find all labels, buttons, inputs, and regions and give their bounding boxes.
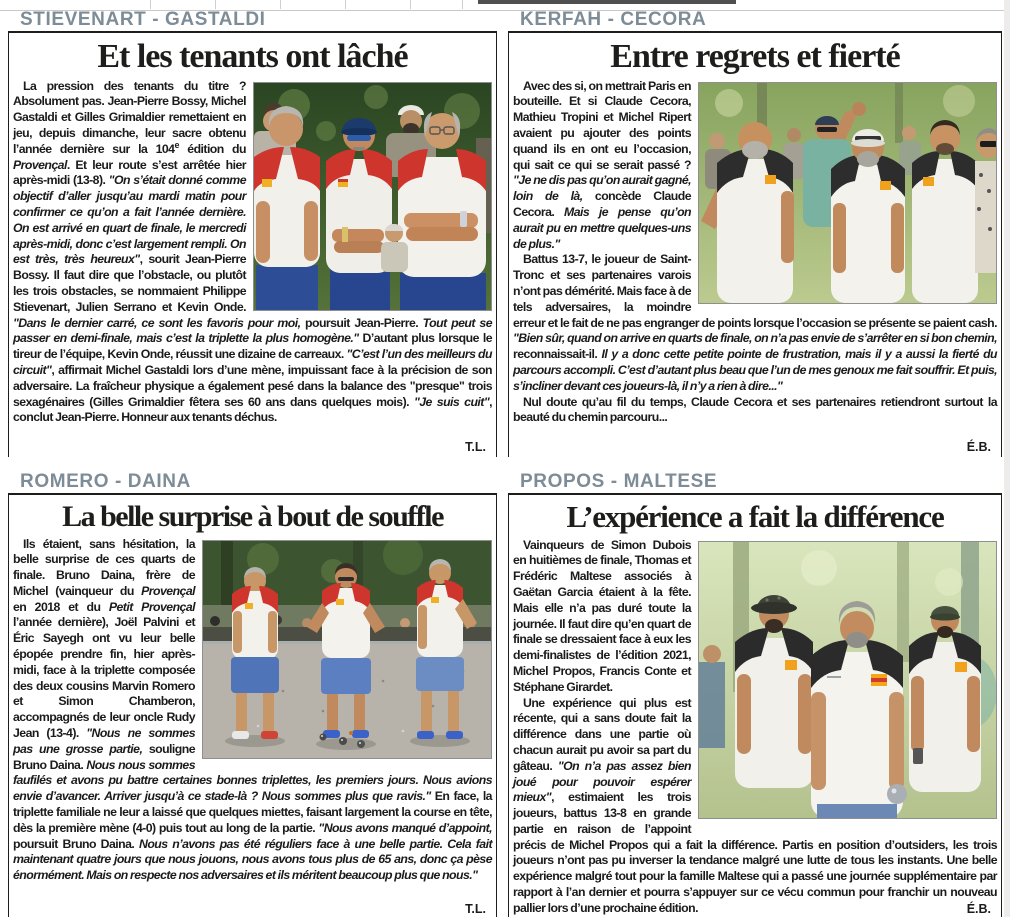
article-body <box>13 537 492 885</box>
body-paragraph: Battus 13-7, le joueur de Saint-Tronc et ses partenaires varois n’ont pas démérité. Mais face à de tels adversaires, la moindre erreur et le fait de ne pas engranger de points lorsque l’occasion se présente se paient cash. "Bien sûr, quand on arrive en quarts de finale, on n’a pas envie de s’arrêter en si bon chemin, reconnaissait-il. Il y a donc cette petite pointe de frustration, mais il y a aussi la fierté du parcours accompli. C’est d’autant plus beau que l’un de mes genoux me fait souffrir. Et puis, s’incliner devant ces joueurs-là, il n’y a rien à dire..." <box>513 252 997 393</box>
article-kerfah-cecora <box>508 9 1002 457</box>
photo-petanque-terrain <box>202 540 492 759</box>
article-propos-maltese <box>508 471 1002 917</box>
author-initials: É.B. <box>959 902 991 916</box>
article-romero-daina <box>8 471 497 917</box>
photo-players-black-white <box>698 82 997 304</box>
article-stievenart-gastaldi <box>8 9 497 457</box>
article-body <box>513 538 997 917</box>
article-headline: La belle surprise à bout de souffle <box>62 500 443 533</box>
column-tick <box>410 0 411 9</box>
author-initials: É.B. <box>959 440 991 454</box>
article-box <box>508 31 1002 457</box>
article-box <box>8 31 497 457</box>
section-kicker: KERFAH - CECORA <box>520 9 707 30</box>
column-tick <box>150 0 151 9</box>
body-paragraph: La pression des tenants du titre ? Absolument pas. Jean-Pierre Bossy, Michel Gastaldi et Gilles Grimaldier remettaient en jeu, depuis dimanche, leur sacre obtenu l’année dernière sur la 104e édition du Provençal. Et leur route s’est arrêtée hier après-midi (13-8). "On s’était donné comme objectif d’aller jusqu’au mardi matin pour confirmer ce qu’on a fait l’année dernière. On est arrivé en quart de finale, le mercredi après-midi, donc c’est largement rempli. On est très, très heureux", sourit Jean-Pierre Bossy. Il faut dire que l’obstacle, ou plutôt les trois obstacles, se nommaient Philippe Stievenart, Julien Serrano et Kevin Onde. "Dans le dernier carré, ce sont les favoris pour moi, poursuit Jean-Pierre. Tout peut se passer en demi-finale, mais c’est la triplette la plus homogène." D’autant plus lorsque le tireur de l’équipe, Kevin Onde, réussit une dizaine de carreaux. "C’est l’un des meilleurs du circuit", affirmait Michel Gastaldi lors d’une mène, impuissant face à la précision de son adversaire. La fraîcheur physique a également pesé dans la balance des "presque" trois sexagénaires (Gilles Grimaldier fêtera ses 60 ans dans quelques mois). "Je suis cuit", conclut Jean-Pierre. Honneur aux tenants déchus. <box>13 78 493 425</box>
body-paragraph: Vainqueurs de Simon Dubois en huitièmes de finale, Thomas et Frédéric Maltese associés à Gaëtan Garcia étaient à la fête. Mais elle n’a pas duré toute la journée. Il faut dire qu’en quart de finale se dressaient face à eux les demi-finalistes de l’édition 2021, Michel Propos, Francis Conte et Stéphane Girardet. <box>513 537 691 694</box>
body-paragraph: Une expérience qui plus est récente, qui a sans doute fait la différence dans une partie où chacun aurait pu avoir sa part du gâteau. "On n’a pas assez bien joué pour pouvoir espérer mieux", estimaient les trois joueurs, battus 13-8 en grande partie en raison de l’appoint précis de Michel Propos qui a fait la différence. Partis en position d’outsiders, les trois joueurs n’ont pas pu inverser la tendance malgré une lutte de tous les instants. Une belle expérience malgré tout pour la famille Maltese qui a passé une journée supplémentaire par rapport à l’an dernier et pourra s’appuyer sur ce vécu commun pour franchir un nouveau pallier lors d’une prochaine édition. <box>513 695 997 915</box>
section-kicker: STIEVENART - GASTALDI <box>20 9 266 30</box>
article-headline: L’expérience a fait la différence <box>566 499 944 534</box>
author-initials: T.L. <box>457 902 486 916</box>
article-headline: Entre regrets et fierté <box>610 38 900 75</box>
photo-players-red-white <box>253 82 492 311</box>
article-box <box>8 493 497 917</box>
body-paragraph: Ils étaient, sans hésitation, la belle surprise de ces quarts de finale. Bruno Daina, frère de Michel (vainqueur du Provençal en 2018 et du Petit Provençal l’année dernière), Joël Palvini et Éric Sayegh ont vu leur belle épopée prendre fin, hier après-midi, face à la triplette composée des deux cousins Marvin Romero et Simon Chamberon, accompagnés de leur oncle Rudy Jean (13-4). "Nous ne sommes pas une grosse partie, souligne Bruno Daina. Nous nous sommes faufilés et avons pu battre certaines bonnes triplettes, les premiers jours. Nous avions envie d’avancer. Arriver jusqu’à ce stade-là ? Nous sommes plus que ravis." En face, la triplette familiale ne leur a laissé que quelques miettes, faisant largement la course en tête, dès la première mène (4-0) puis tout au long de la partie. "Nous avons manqué d’appoint, poursuit Bruno Daina. Nous n’avons pas été réguliers face à une belle partie. Cela fait maintenant quatre jours que nous jouons, nous avons tous plus de 65 ans, donc ça pèse énormément. Mais on respecte nos adversaires et ils méritent beaucoup plus que nous." <box>13 536 492 883</box>
photo-players-walking <box>698 541 997 819</box>
page-right-margin <box>1004 0 1010 917</box>
article-body <box>13 79 492 427</box>
article-headline: Et les tenants ont lâché <box>97 38 408 75</box>
column-tick <box>462 0 463 9</box>
section-kicker: PROPOS - MALTESE <box>520 471 718 492</box>
column-tick <box>280 0 281 9</box>
column-tick <box>345 0 346 9</box>
article-body <box>513 79 997 427</box>
section-kicker: ROMERO - DAINA <box>20 471 191 492</box>
author-initials: T.L. <box>457 440 486 454</box>
column-tick <box>215 0 216 9</box>
cropped-element-edge <box>478 0 736 4</box>
body-paragraph: Nul doute qu’au fil du temps, Claude Cecora et ses partenaires retiendront surtout la beauté du chemin parcouru... <box>513 394 997 425</box>
body-paragraph: Avec des si, on mettrait Paris en bouteille. Et si Claude Cecora, Mathieu Tropini et Michel Ripert avaient pu ajouter des points quand ils en ont eu l’occasion, qui sait ce qui se serait passé ? "Je ne dis pas qu’on aurait gagné, loin de là, concède Claude Cecora. Mais je pense qu’on aurait pu en mettre quelques-uns de plus." <box>513 78 691 251</box>
article-box <box>508 493 1002 917</box>
